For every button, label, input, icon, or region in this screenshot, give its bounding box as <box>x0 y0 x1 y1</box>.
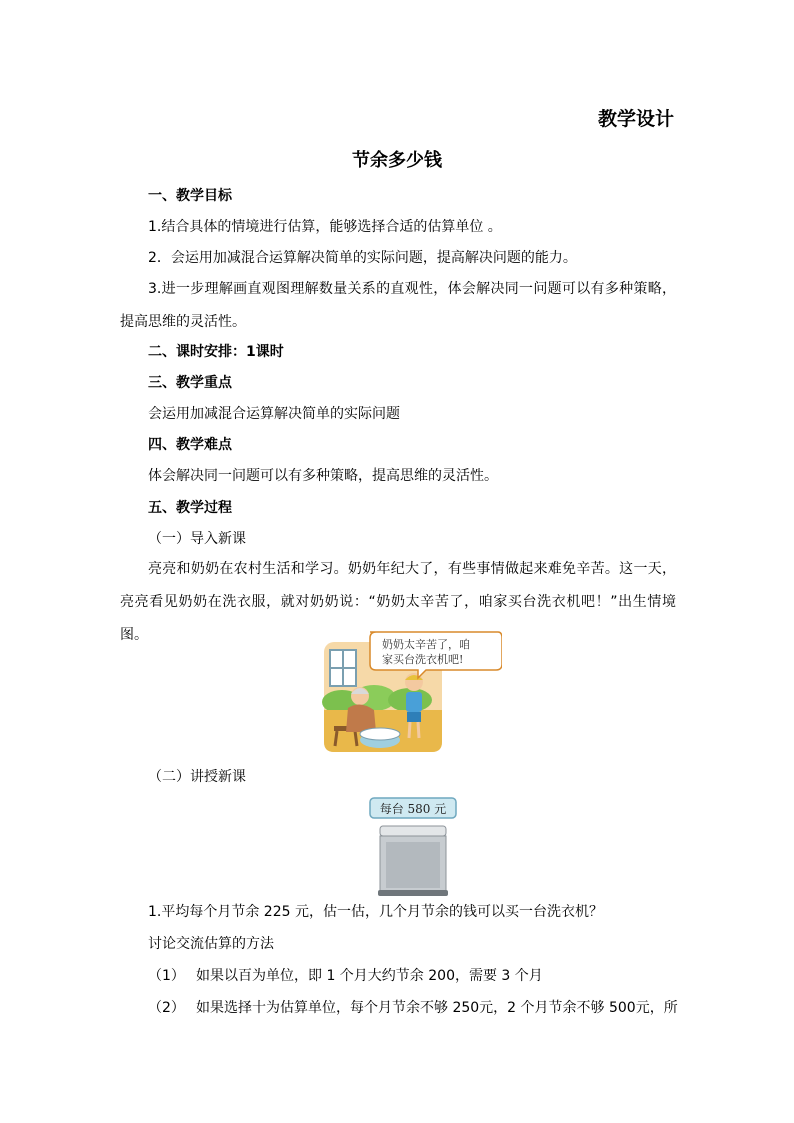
washing-machine-illustration <box>366 796 462 898</box>
question-1: 1.平均每个月节余 225 元，估一估，几个月节余的钱可以买一台洗衣机？ <box>148 904 603 920</box>
method-2-text: 如果选择十为估算单位，每个月节余不够 250元，2 个月节余不够 500元，所 <box>196 1000 678 1016</box>
objective-3: 3.进一步理解画直观图理解数量关系的直观性，体会解决同一问题可以有多种策略，提高思维的灵活性。 <box>120 281 676 330</box>
heading-schedule: 二、课时安排：1课时 <box>148 344 284 360</box>
heading-difficulties: 四、教学难点 <box>148 437 232 453</box>
doc-type-title: 教学设计 <box>597 108 674 130</box>
speech-bubble-line-1: 奶奶太辛苦了，咱 <box>382 638 470 651</box>
objective-2: 2．会运用加减混合运算解决简单的实际问题，提高解决问题的能力。 <box>148 250 577 266</box>
method-2-number: （2） <box>148 1000 185 1016</box>
key-points-text: 会运用加减混合运算解决简单的实际问题 <box>148 406 400 422</box>
subheading-intro: （一）导入新课 <box>148 531 246 547</box>
method-1-number: （1） <box>148 968 185 984</box>
subheading-new-lesson: （二）讲授新课 <box>148 769 246 785</box>
lesson-title: 节余多少钱 <box>352 150 442 171</box>
objective-1: 1.结合具体的情境进行估算，能够选择合适的估算单位 。 <box>148 219 502 235</box>
difficulties-text: 体会解决同一问题可以有多种策略，提高思维的灵活性。 <box>148 468 498 484</box>
heading-process: 五、教学过程 <box>148 500 232 516</box>
heading-objectives: 一、教学目标 <box>148 188 232 204</box>
method-1-text: 如果以百为单位，即 1 个月大约节余 200，需要 3 个月 <box>196 968 543 984</box>
discussion-prompt: 讨论交流估算的方法 <box>148 936 274 952</box>
speech-bubble-line-2: 家买台洗衣机吧! <box>382 653 464 666</box>
price-tag-text: 每台 580 元 <box>379 802 447 816</box>
intro-paragraph: 亮亮和奶奶在农村生活和学习。奶奶年纪大了，有些事情做起来难免辛苦。这一天，亮亮看见奶奶在洗衣服，就对奶奶说：“奶奶太辛苦了，咱家买台洗衣机吧！”出生情境图。 <box>120 561 676 643</box>
heading-key-points: 三、教学重点 <box>148 375 232 391</box>
laundry-scene-illustration <box>322 630 502 754</box>
